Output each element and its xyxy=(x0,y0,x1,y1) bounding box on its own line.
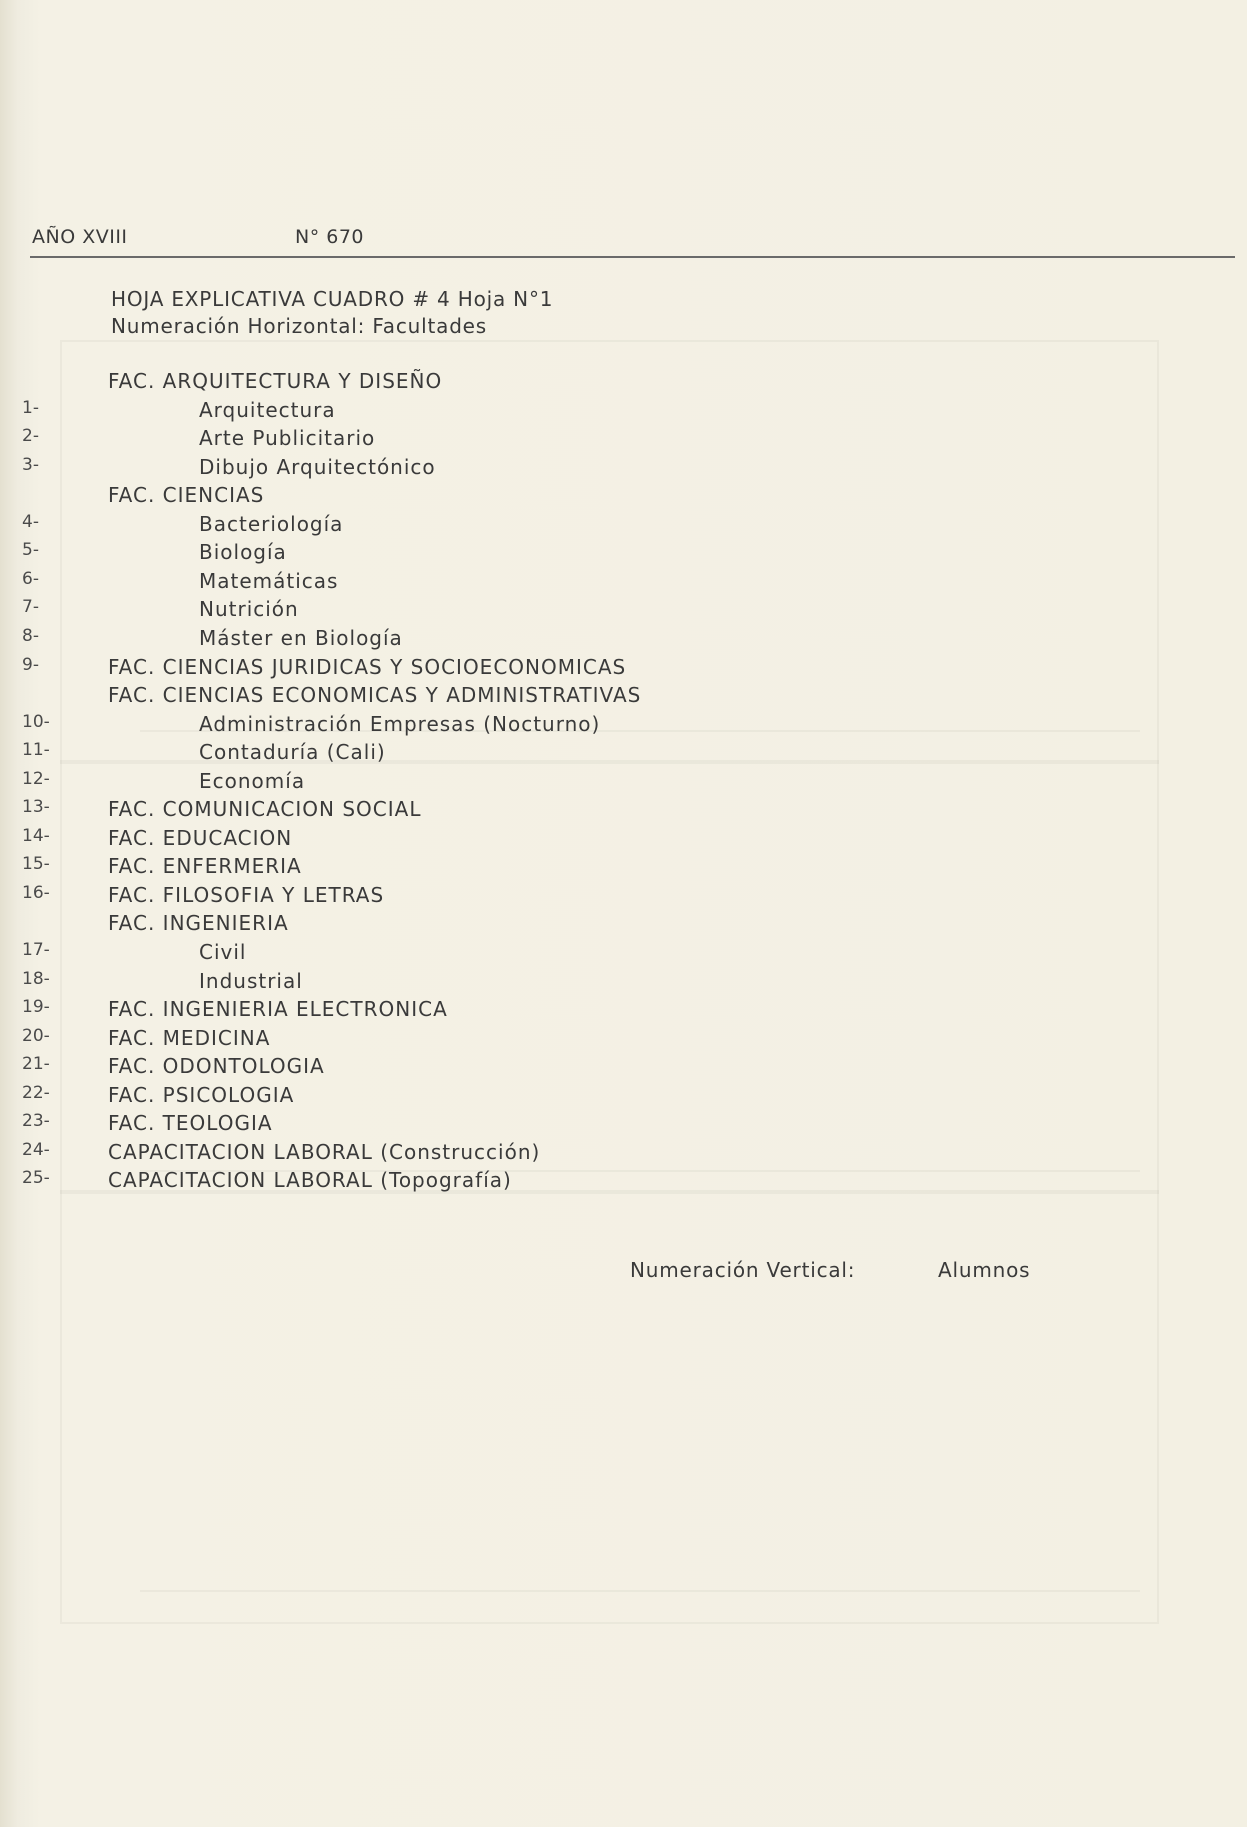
list-item xyxy=(0,597,1247,625)
list-item xyxy=(0,712,1247,740)
item-number: 18- xyxy=(22,968,50,989)
faculty-name: FAC. FILOSOFIA Y LETRAS xyxy=(108,882,385,907)
item-number: 9- xyxy=(22,654,39,675)
list-item xyxy=(0,797,1247,825)
item-number: 6- xyxy=(22,568,39,589)
list-item xyxy=(0,940,1247,968)
list-item xyxy=(0,683,1247,711)
list-item xyxy=(0,626,1247,654)
item-number: 13- xyxy=(22,797,50,818)
list-item xyxy=(0,769,1247,797)
list-item xyxy=(0,455,1247,483)
bleed-through-axis-bottom xyxy=(140,1590,1140,1592)
program-name: Industrial xyxy=(199,968,303,993)
list-item xyxy=(0,883,1247,911)
faculty-name: FAC. CIENCIAS JURIDICAS Y SOCIOECONOMICAS xyxy=(108,654,627,679)
list-item xyxy=(0,655,1247,683)
item-number: 20- xyxy=(22,1025,50,1046)
list-item xyxy=(0,369,1247,397)
list-item xyxy=(0,1026,1247,1054)
faculty-name: CAPACITACION LABORAL (Topografía) xyxy=(108,1168,512,1193)
item-number: 5- xyxy=(22,540,39,561)
item-number: 2- xyxy=(22,426,39,447)
item-number: 1- xyxy=(22,397,39,418)
program-name: Nutrición xyxy=(199,597,299,622)
sheet-title: HOJA EXPLICATIVA CUADRO # 4 Hoja N°1 xyxy=(111,287,554,311)
faculty-name: FAC. INGENIERIA ELECTRONICA xyxy=(108,997,448,1022)
program-name: Matemáticas xyxy=(199,568,339,593)
item-number: 17- xyxy=(22,940,50,960)
bleed-through-chart-frame-bottom xyxy=(60,1190,1159,1624)
program-name: Contaduría (Cali) xyxy=(199,740,386,765)
list-item xyxy=(0,483,1247,511)
faculty-name: FAC. INGENIERIA xyxy=(108,911,289,936)
list-item xyxy=(0,569,1247,597)
faculty-name: FAC. ARQUITECTURA Y DISEÑO xyxy=(108,369,443,393)
list-item xyxy=(0,854,1247,882)
faculty-name: FAC. EDUCACION xyxy=(108,825,293,850)
item-number: 25- xyxy=(22,1168,50,1189)
item-number: 14- xyxy=(22,825,50,846)
faculty-name: FAC. COMUNICACION SOCIAL xyxy=(108,797,422,822)
horizontal-numbering-caption: Numeración Horizontal: Facultades xyxy=(111,314,488,338)
list-item xyxy=(0,512,1247,540)
faculty-name: FAC. TEOLOGIA xyxy=(108,1111,273,1136)
list-item xyxy=(0,1054,1247,1082)
item-number: 19- xyxy=(22,997,50,1018)
issue-number: N° 670 xyxy=(295,226,365,248)
program-name: Bacteriología xyxy=(199,511,344,536)
list-item xyxy=(0,1168,1247,1196)
faculty-name: FAC. MEDICINA xyxy=(108,1025,271,1050)
item-number: 24- xyxy=(22,1139,50,1160)
item-number: 8- xyxy=(22,625,39,646)
list-item xyxy=(0,1111,1247,1139)
list-item xyxy=(0,1140,1247,1168)
list-item xyxy=(0,997,1247,1025)
program-name: Arquitectura xyxy=(199,397,336,422)
program-name: Biología xyxy=(199,540,287,565)
list-item xyxy=(0,911,1247,939)
item-number: 22- xyxy=(22,1082,50,1103)
item-number: 10- xyxy=(22,711,50,732)
list-item xyxy=(0,426,1247,454)
header-divider xyxy=(30,256,1235,258)
item-number: 21- xyxy=(22,1054,50,1075)
vertical-numbering-label: Numeración Vertical: xyxy=(630,1258,856,1282)
vertical-numbering-value: Alumnos xyxy=(938,1258,1031,1282)
item-number: 11- xyxy=(22,740,50,761)
program-name: Administración Empresas (Nocturno) xyxy=(199,711,601,736)
item-number: 16- xyxy=(22,882,50,903)
program-name: Máster en Biología xyxy=(199,625,403,650)
faculty-name: FAC. CIENCIAS xyxy=(108,483,265,508)
list-item xyxy=(0,826,1247,854)
list-item xyxy=(0,1083,1247,1111)
list-item xyxy=(0,398,1247,426)
item-number: 12- xyxy=(22,768,50,789)
program-name: Economía xyxy=(199,768,306,793)
list-item xyxy=(0,540,1247,568)
program-name: Arte Publicitario xyxy=(199,426,376,451)
item-number: 23- xyxy=(22,1111,50,1132)
item-number: 15- xyxy=(22,854,50,875)
faculty-name: FAC. ODONTOLOGIA xyxy=(108,1054,325,1079)
year-label: AÑO XVIII xyxy=(32,226,128,248)
item-number: 7- xyxy=(22,597,39,618)
list-item xyxy=(0,740,1247,768)
faculty-name: FAC. CIENCIAS ECONOMICAS Y ADMINISTRATIVAS xyxy=(108,683,642,708)
item-number: 3- xyxy=(22,454,39,475)
item-number: 4- xyxy=(22,511,39,532)
faculty-name: FAC. PSICOLOGIA xyxy=(108,1082,295,1107)
program-name: Dibujo Arquitectónico xyxy=(199,454,436,479)
program-name: Civil xyxy=(199,940,247,964)
list-item xyxy=(0,969,1247,997)
faculty-name: CAPACITACION LABORAL (Construcción) xyxy=(108,1139,541,1164)
faculty-name: FAC. ENFERMERIA xyxy=(108,854,302,879)
